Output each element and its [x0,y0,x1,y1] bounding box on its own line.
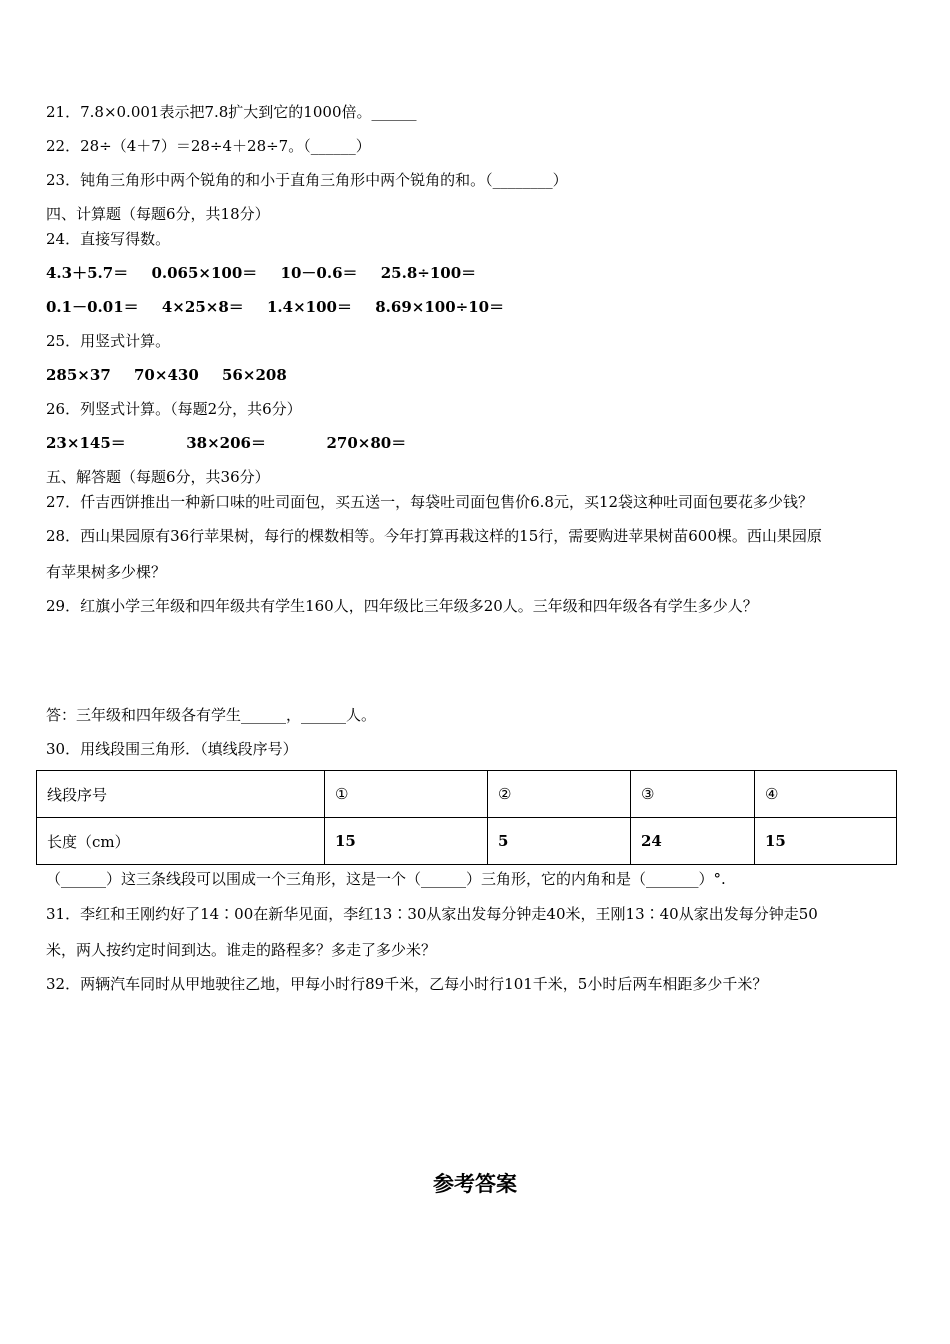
segment-table [36,770,897,865]
segment-header-label: 线段序号 [37,771,325,818]
length-label: 长度（cm） [37,818,325,865]
question-31-line-1: 31．李红和王刚约好了14∶00在新华见面，李红13∶30从家出发每分钟走40米，王刚13∶40从家出发每分钟走50 [46,905,818,923]
q24-item: 0.065×100＝ [151,264,258,282]
q26-item: 38×206＝ [186,434,266,452]
table-row [37,771,897,818]
segment-length: 24 [631,818,755,865]
segment-length: 15 [755,818,897,865]
q24-item: 0.1－0.01＝ [46,298,139,316]
question-30-fill: （______）这三条线段可以围成一个三角形，这是一个（______）三角形，它的内角和是（_______）°. [46,870,726,888]
segment-number: ② [488,771,631,818]
question-29: 29．红旗小学三年级和四年级共有学生160人，四年级比三年级多20人。三年级和四年级各有学生多少人？ [46,597,758,615]
q25-item: 56×208 [222,366,287,384]
question-25: 25．用竖式计算。 [46,332,171,350]
section-5-heading: 五、解答题（每题6分，共36分） [46,468,270,486]
q24-row-2 [46,297,522,317]
segment-length: 15 [325,818,488,865]
q25-items [46,365,305,385]
question-32: 32．两辆汽车同时从甲地驶往乙地，甲每小时行89千米，乙每小时行101千米，5小时后两车相距多少千米？ [46,975,768,993]
question-31-line-2: 米，两人按约定时间到达。谁走的路程多？多走了多少米？ [46,941,437,959]
q24-item: 4×25×8＝ [161,298,244,316]
q26-items [46,433,406,453]
q24-row-1 [46,263,494,283]
answer-title: 参考答案 [433,1172,517,1196]
q24-item: 10－0.6＝ [280,264,358,282]
q26-item: 23×145＝ [46,434,126,452]
q26-item: 270×80＝ [326,434,407,452]
question-24: 24．直接写得数。 [46,230,171,248]
q24-item: 25.8÷100＝ [380,264,477,282]
segment-number: ① [325,771,488,818]
segment-length: 5 [488,818,631,865]
question-23: 23．钝角三角形中两个锐角的和小于直角三角形中两个锐角的和。（________） [46,171,568,189]
q25-item: 70×430 [134,366,199,384]
question-26: 26．列竖式计算。（每题2分，共6分） [46,400,302,418]
segment-number: ④ [755,771,897,818]
section-4-heading: 四、计算题（每题6分，共18分） [46,205,270,223]
q24-item: 4.3＋5.7＝ [46,264,129,282]
question-21: 21．7.8×0.001表示把7.8扩大到它的1000倍。______ [46,103,417,121]
question-30: 30．用线段围三角形．（填线段序号） [46,740,298,758]
question-29-answer: 答：三年级和四年级各有学生______，______人。 [46,706,377,724]
segment-number: ③ [631,771,755,818]
table-row [37,818,897,865]
q25-item: 285×37 [46,366,111,384]
question-28-line-1: 28．西山果园原有36行苹果树，每行的棵数相等。今年打算再栽这样的15行，需要购进苹果树苗600棵。西山果园原 [46,527,822,545]
question-27: 27．仟吉西饼推出一种新口味的吐司面包，买五送一，每袋吐司面包售价6.8元，买12袋这种吐司面包要花多少钱？ [46,493,814,511]
question-22: 22．28÷（4＋7）＝28÷4＋28÷7。（______） [46,137,371,155]
question-28-line-2: 有苹果树多少棵？ [46,563,167,581]
q24-item: 8.69×100÷10＝ [375,298,505,316]
q24-item: 1.4×100＝ [267,298,352,316]
